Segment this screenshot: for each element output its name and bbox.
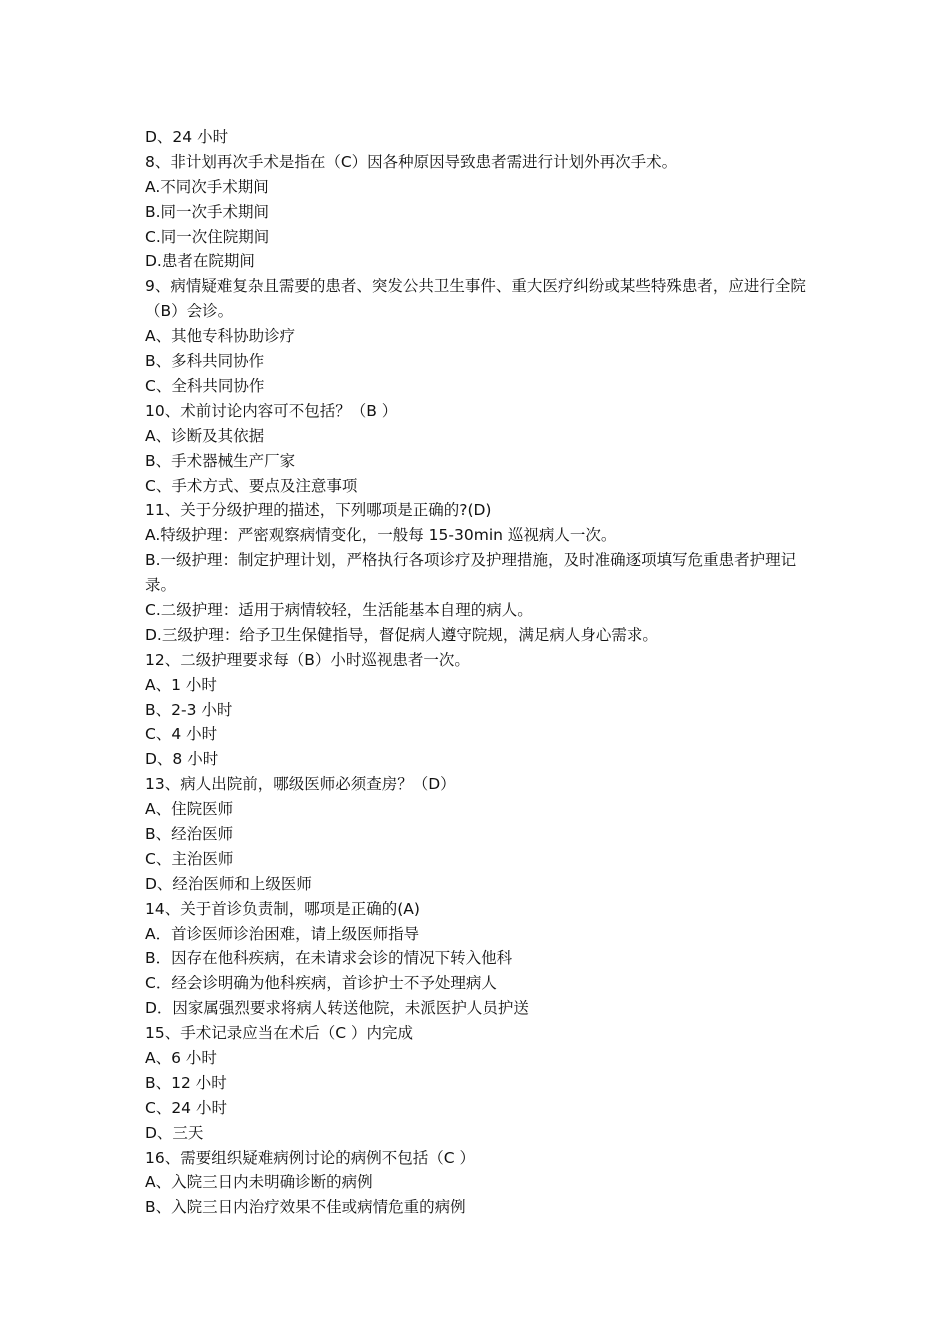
text-line: 15、手术记录应当在术后（C ）内完成	[145, 1024, 413, 1043]
text-line: D、经治医师和上级医师	[145, 874, 312, 893]
text-line: A、6 小时	[145, 1049, 217, 1068]
text-line: D、24 小时	[145, 128, 229, 146]
text-line: A.特级护理：严密观察病情变化，一般每 15-30min 巡视病人一次。	[145, 526, 617, 545]
text-line: C、24 小时	[145, 1098, 227, 1117]
text-line: C、手术方式、要点及注意事项	[145, 476, 358, 495]
text-line: A、其他专科协助诊疗	[145, 327, 296, 346]
text-line: C.同一次住院期间	[145, 227, 270, 246]
text-line: B、手术器械生产厂家	[145, 451, 296, 470]
text-line: C、4 小时	[145, 725, 218, 744]
text-line: B.一级护理：制定护理计划，严格执行各项诊疗及护理措施，及时准确逐项填写危重患者护理记录。	[145, 551, 797, 595]
text-line: 16、需要组织疑难病例讨论的病例不包括（C ）	[145, 1148, 475, 1167]
text-line: B、入院三日内治疗效果不佳或病情危重的病例	[145, 1198, 466, 1217]
text-line: A．首诊医师诊治困难，请上级医师指导	[145, 924, 420, 943]
text-line: B、经治医师	[145, 825, 234, 843]
text-line: 12、二级护理要求每（B）小时巡视患者一次。	[145, 650, 470, 669]
text-line: B、12 小时	[145, 1073, 227, 1092]
text-line: 10、术前讨论内容可不包括？（B ）	[145, 401, 398, 420]
text-line: C、全科共同协作	[145, 376, 265, 395]
text-line: A、住院医师	[145, 800, 234, 819]
text-line: B、多科共同协作	[145, 352, 265, 371]
text-line: D.三级护理：给予卫生保健指导，督促病人遵守院规，满足病人身心需求。	[145, 625, 658, 644]
text-line: D．因家属强烈要求将病人转送他院，未派医护人员护送	[145, 999, 529, 1018]
text-line: B、2-3 小时	[145, 700, 233, 719]
text-line: A、1 小时	[145, 675, 217, 694]
text-line: 13、病人出院前，哪级医师必须查房？（D）	[145, 775, 456, 794]
text-line: 14、关于首诊负责制，哪项是正确的(A)	[145, 899, 420, 918]
text-line: C.二级护理：适用于病情较轻，生活能基本自理的病人。	[145, 600, 533, 619]
text-line: D、三天	[145, 1123, 204, 1142]
text-line: A、入院三日内未明确诊断的病例	[145, 1173, 373, 1192]
text-line: D、8 小时	[145, 750, 219, 769]
text-line: C、主治医师	[145, 849, 234, 868]
text-line: 11、关于分级护理的描述，下列哪项是正确的?(D)	[145, 501, 492, 520]
text-line: C．经会诊明确为他科疾病，首诊护士不予处理病人	[145, 974, 497, 993]
document-page	[145, 125, 815, 1220]
text-line: A.不同次手术期间	[145, 177, 269, 196]
text-line: 8、非计划再次手术是指在（C）因各种原因导致患者需进行计划外再次手术。	[145, 152, 678, 171]
text-line: B.同一次手术期间	[145, 202, 270, 221]
text-line: A、诊断及其依据	[145, 426, 265, 445]
text-line: D.患者在院期间	[145, 252, 255, 271]
text-line: B．因存在他科疾病，在未请求会诊的情况下转入他科	[145, 949, 513, 968]
text-line: 9、病情疑难复杂且需要的患者、突发公共卫生事件、重大医疗纠纷或某些特殊患者，应进行全院（B）会诊。	[145, 277, 806, 321]
